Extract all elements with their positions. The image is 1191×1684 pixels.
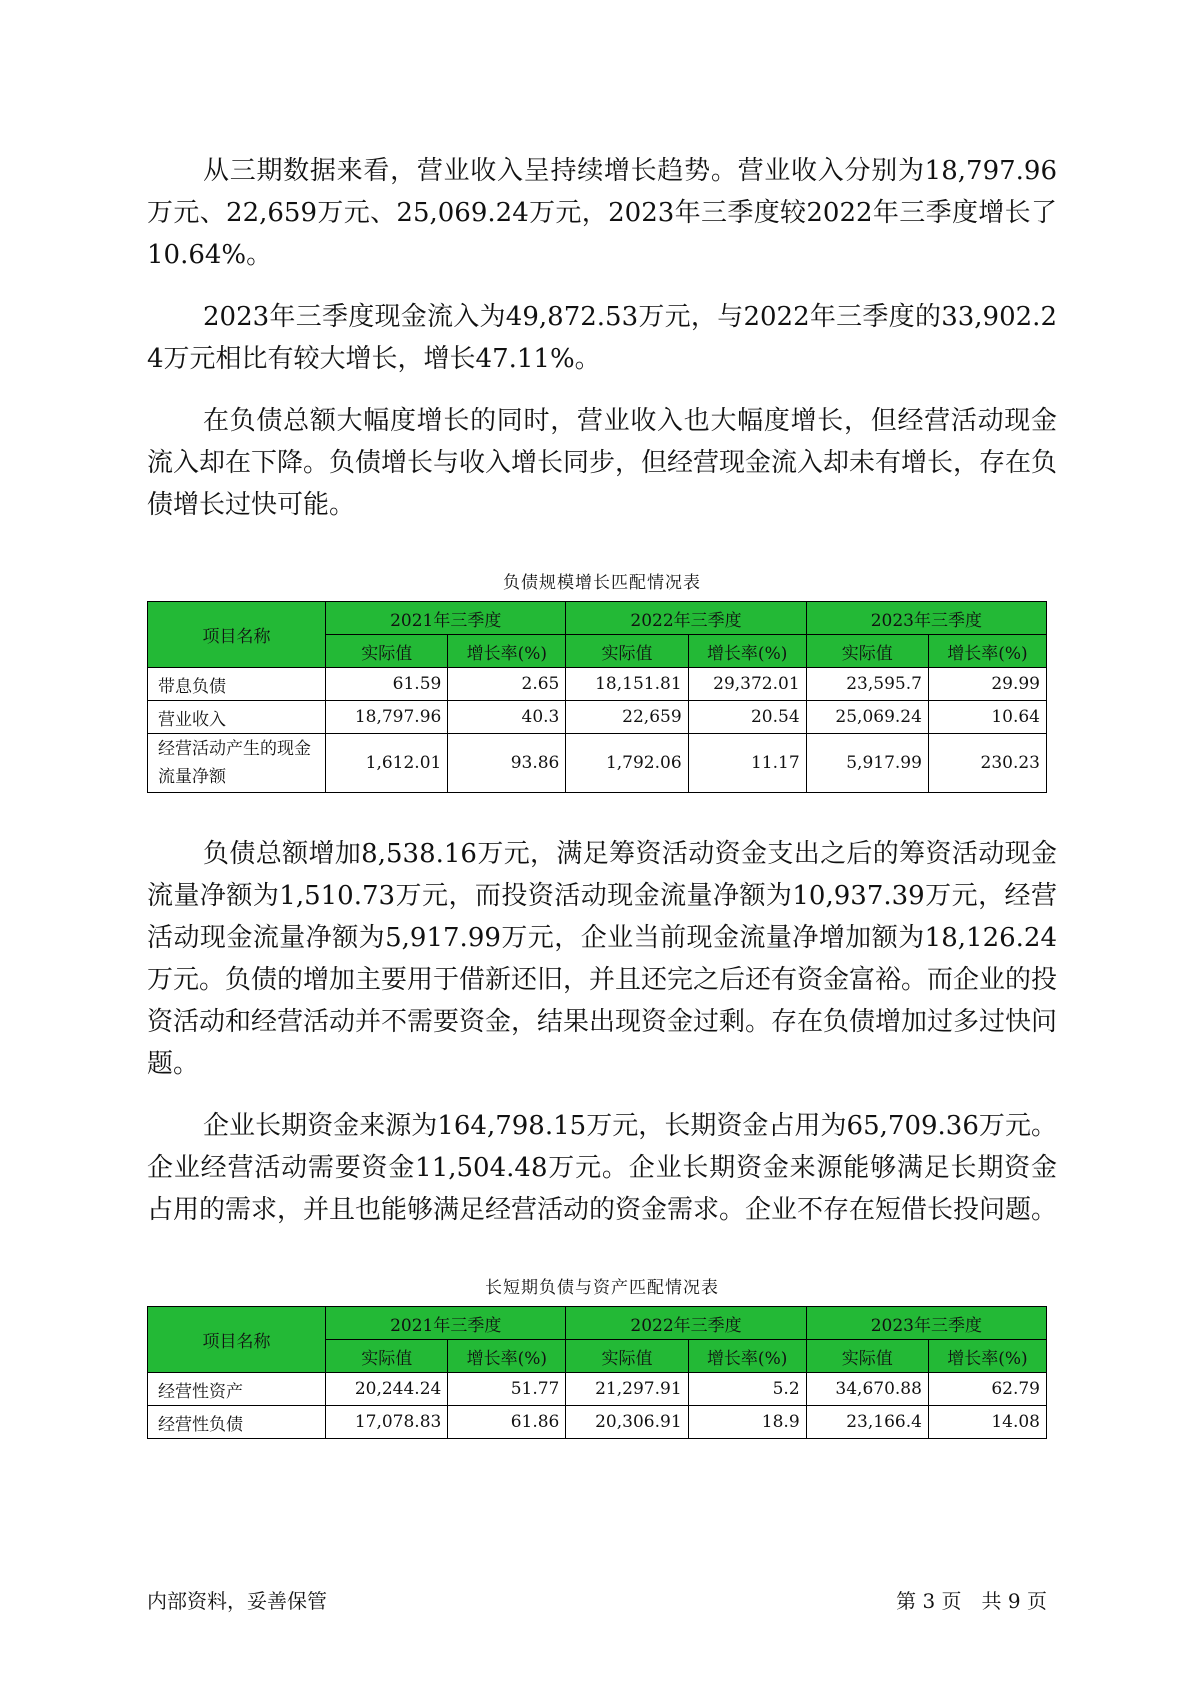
header-actual: 实际值 bbox=[806, 635, 928, 668]
liability-asset-table bbox=[147, 1306, 1047, 1439]
table-row bbox=[148, 1373, 1047, 1406]
cell: 20,306.91 bbox=[566, 1406, 688, 1439]
cell: 22,659 bbox=[566, 701, 688, 734]
header-growth: 增长率(%) bbox=[448, 635, 566, 668]
row-label: 经营性资产 bbox=[148, 1373, 326, 1406]
cell: 23,166.4 bbox=[806, 1406, 928, 1439]
table-row bbox=[148, 1406, 1047, 1439]
paragraph: 企业长期资金来源为164,798.15万元，长期资金占用为65,709.36万元。企业经营活动需要资金11,504.48万元。企业长期资金来源能够满足长期资金占用的需求，并且也能够满足经营活动的资金需求。企业不存在短借长投问题。 bbox=[147, 1111, 1058, 1225]
cell: 18,797.96 bbox=[326, 701, 448, 734]
cell: 18,151.81 bbox=[566, 668, 688, 701]
debt-growth-table bbox=[147, 601, 1047, 793]
row-label: 带息负债 bbox=[148, 668, 326, 701]
page-number: 第 3 页 共 9 页 bbox=[896, 1589, 1047, 1613]
header-item-name: 项目名称 bbox=[148, 1307, 326, 1373]
cell: 62.79 bbox=[928, 1373, 1046, 1406]
cell: 21,297.91 bbox=[566, 1373, 688, 1406]
header-period: 2023年三季度 bbox=[806, 1307, 1046, 1340]
cell: 34,670.88 bbox=[806, 1373, 928, 1406]
header-period: 2022年三季度 bbox=[566, 602, 806, 635]
cell: 18.9 bbox=[688, 1406, 806, 1439]
cell: 14.08 bbox=[928, 1406, 1046, 1439]
cell: 10.64 bbox=[928, 701, 1046, 734]
header-actual: 实际值 bbox=[326, 635, 448, 668]
header-actual: 实际值 bbox=[326, 1340, 448, 1373]
cell: 29,372.01 bbox=[688, 668, 806, 701]
table-row bbox=[148, 734, 1047, 793]
header-period: 2022年三季度 bbox=[566, 1307, 806, 1340]
footer-confidential-note: 内部资料，妥善保管 bbox=[147, 1589, 327, 1613]
header-growth: 增长率(%) bbox=[688, 635, 806, 668]
cell: 20,244.24 bbox=[326, 1373, 448, 1406]
cell: 5,917.99 bbox=[806, 734, 928, 793]
header-growth: 增长率(%) bbox=[688, 1340, 806, 1373]
paragraph: 负债总额增加8,538.16万元，满足筹资活动资金支出之后的筹资活动现金流量净额为1,510.73万元，而投资活动现金流量净额为10,937.39万元，经营活动现金流量净额为5,917.99万元，企业当前现金流量净增加额为18,126.24万元。负债的增加主要用于借新还旧，并且还完之后还有资金富裕。而企业的投资活动和经营活动并不需要资金，结果出现资金过剩。存在负债增加过多过快问题。 bbox=[147, 839, 1058, 1079]
header-period: 2023年三季度 bbox=[806, 602, 1046, 635]
cell: 93.86 bbox=[448, 734, 566, 793]
header-item-name: 项目名称 bbox=[148, 602, 326, 668]
table-row bbox=[148, 701, 1047, 734]
table-caption: 长短期负债与资产匹配情况表 bbox=[485, 1278, 719, 1298]
row-label: 经营性负债 bbox=[148, 1406, 326, 1439]
cell: 230.23 bbox=[928, 734, 1046, 793]
cell: 29.99 bbox=[928, 668, 1046, 701]
paragraph: 在负债总额大幅度增长的同时，营业收入也大幅度增长，但经营活动现金流入却在下降。负债增长与收入增长同步，但经营现金流入却未有增长，存在负债增长过快可能。 bbox=[147, 406, 1058, 520]
cell: 1,792.06 bbox=[566, 734, 688, 793]
cell: 40.3 bbox=[448, 701, 566, 734]
paragraph: 2023年三季度现金流入为49,872.53万元，与2022年三季度的33,902.24万元相比有较大增长，增长47.11%。 bbox=[147, 302, 1057, 374]
paragraph: 从三期数据来看，营业收入呈持续增长趋势。营业收入分别为18,797.96万元、22,659万元、25,069.24万元，2023年三季度较2022年三季度增长了10.64%。 bbox=[147, 156, 1057, 270]
document-body bbox=[147, 150, 1057, 1439]
header-actual: 实际值 bbox=[566, 1340, 688, 1373]
cell: 20.54 bbox=[688, 701, 806, 734]
header-period: 2021年三季度 bbox=[326, 1307, 566, 1340]
cell: 61.59 bbox=[326, 668, 448, 701]
header-growth: 增长率(%) bbox=[928, 635, 1046, 668]
cell: 25,069.24 bbox=[806, 701, 928, 734]
cell: 61.86 bbox=[448, 1406, 566, 1439]
table-caption: 负债规模增长匹配情况表 bbox=[503, 573, 701, 593]
cell: 1,612.01 bbox=[326, 734, 448, 793]
header-actual: 实际值 bbox=[806, 1340, 928, 1373]
header-growth: 增长率(%) bbox=[928, 1340, 1046, 1373]
header-period: 2021年三季度 bbox=[326, 602, 566, 635]
row-label: 营业收入 bbox=[148, 701, 326, 734]
cell: 23,595.7 bbox=[806, 668, 928, 701]
cell: 5.2 bbox=[688, 1373, 806, 1406]
table-row bbox=[148, 668, 1047, 701]
cell: 2.65 bbox=[448, 668, 566, 701]
row-label: 经营活动产生的现金流量净额 bbox=[148, 734, 326, 793]
header-growth: 增长率(%) bbox=[448, 1340, 566, 1373]
header-actual: 实际值 bbox=[566, 635, 688, 668]
cell: 51.77 bbox=[448, 1373, 566, 1406]
cell: 11.17 bbox=[688, 734, 806, 793]
cell: 17,078.83 bbox=[326, 1406, 448, 1439]
